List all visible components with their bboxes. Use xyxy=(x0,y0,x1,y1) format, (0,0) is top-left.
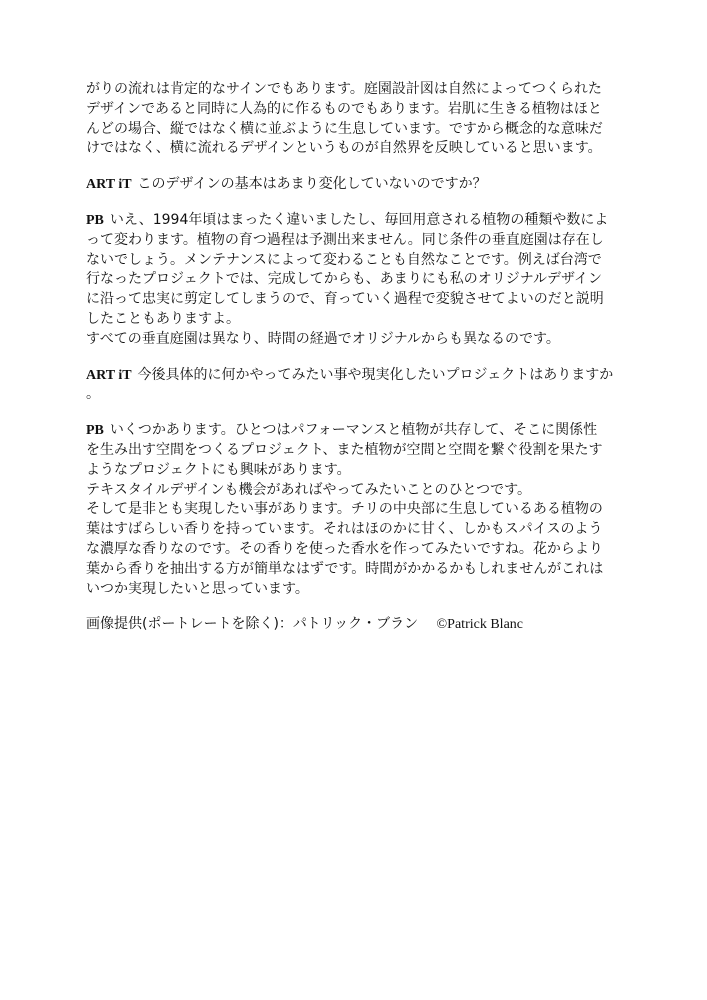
text-line: ないでしょう。メンテナンスによって変わることも自然なことです。例えば台湾で xyxy=(86,251,602,268)
image-credit xyxy=(86,615,622,635)
text-line xyxy=(86,366,622,386)
text-line: 。 xyxy=(86,386,100,403)
text-line: したこともありますよ。 xyxy=(86,310,240,327)
text-line: に沿って忠実に剪定してしまうので、育っていく過程で変貌させてよいのだと説明 xyxy=(86,291,604,308)
text-line: そして是非とも実現したい事があります。チリの中央部に生息しているある植物の xyxy=(86,501,603,518)
text-line xyxy=(86,211,622,231)
text-line: 行なったプロジェクトでは、完成してからも、あまりにも私のオリジナルデザイン xyxy=(86,271,603,288)
text-line xyxy=(86,175,622,195)
text-line: がりの流れは肯定的なサインでもあります。庭園設計図は自然によってつくられた xyxy=(86,81,602,97)
speaker-label: ART iT xyxy=(86,177,132,193)
text-line: 葉から香りを抽出する方が簡単なはずです。時間がかかるかもしれませんがこれは xyxy=(86,560,604,577)
text-line: な濃厚な香りなのです。その香りを使った香水を作ってみたいですね。花からより xyxy=(86,540,603,557)
text-line: いつか実現したいと思っています。 xyxy=(86,580,309,597)
text-line: ようなプロジェクトにも興味があります。 xyxy=(86,461,351,478)
speaker-label: PB xyxy=(86,423,104,439)
text-line: 葉はすばらしい香りを持っています。それはほのかに甘く、しかもスパイスのよう xyxy=(86,521,603,538)
text-line: んどの場合、縦ではなく横に並ぶように生息しています。ですから概念的な意味だ xyxy=(86,120,603,137)
document-page xyxy=(86,80,622,635)
answer-text: いえ、1994年頃はまったく違いましたし、毎回用意される植物の種類や数によ xyxy=(109,211,609,228)
answer-text: いくつかあります。ひとつはパフォーマンスと植物が共存して、そこに関係性 xyxy=(109,422,598,439)
text-line: って変わります。植物の育つ過程は予測出来ません。同じ条件の垂直庭園は存在し xyxy=(86,231,604,248)
paragraph-question-1 xyxy=(86,175,622,195)
speaker-label: ART iT xyxy=(86,367,132,383)
text-line: けではなく、横に流れるデザインというものが自然界を反映していると思います。 xyxy=(86,140,602,157)
paragraph-answer-1 xyxy=(86,211,622,350)
question-text: このデザインの基本はあまり変化していないのですか？ xyxy=(137,176,487,193)
text-line: を生み出す空間をつくるプロジェクト、また植物が空間と空間を繋ぐ役割を果たす xyxy=(86,441,603,458)
copyright-notice: ©Patrick Blanc xyxy=(436,617,523,633)
paragraph-answer-2 xyxy=(86,421,622,599)
paragraph-intro xyxy=(86,80,622,159)
question-text: 今後具体的に何かやってみたい事や現実化したいプロジェクトはありますか xyxy=(137,366,614,383)
text-line: すべての垂直庭園は異なり、時間の経過でオリジナルからも異なるのです。 xyxy=(86,330,560,347)
paragraph-question-2 xyxy=(86,366,622,406)
text-line xyxy=(86,421,622,441)
credit-label: 画像提供(ポートレートを除く)：パトリック・ブラン xyxy=(86,616,419,633)
speaker-label: PB xyxy=(86,212,104,228)
text-line: テキスタイルデザインも機会があればやってみたいことのひとつです。 xyxy=(86,481,532,498)
text-line: デザインであると同時に人為的に作るものでもあります。岩肌に生きる植物はほと xyxy=(86,100,602,117)
